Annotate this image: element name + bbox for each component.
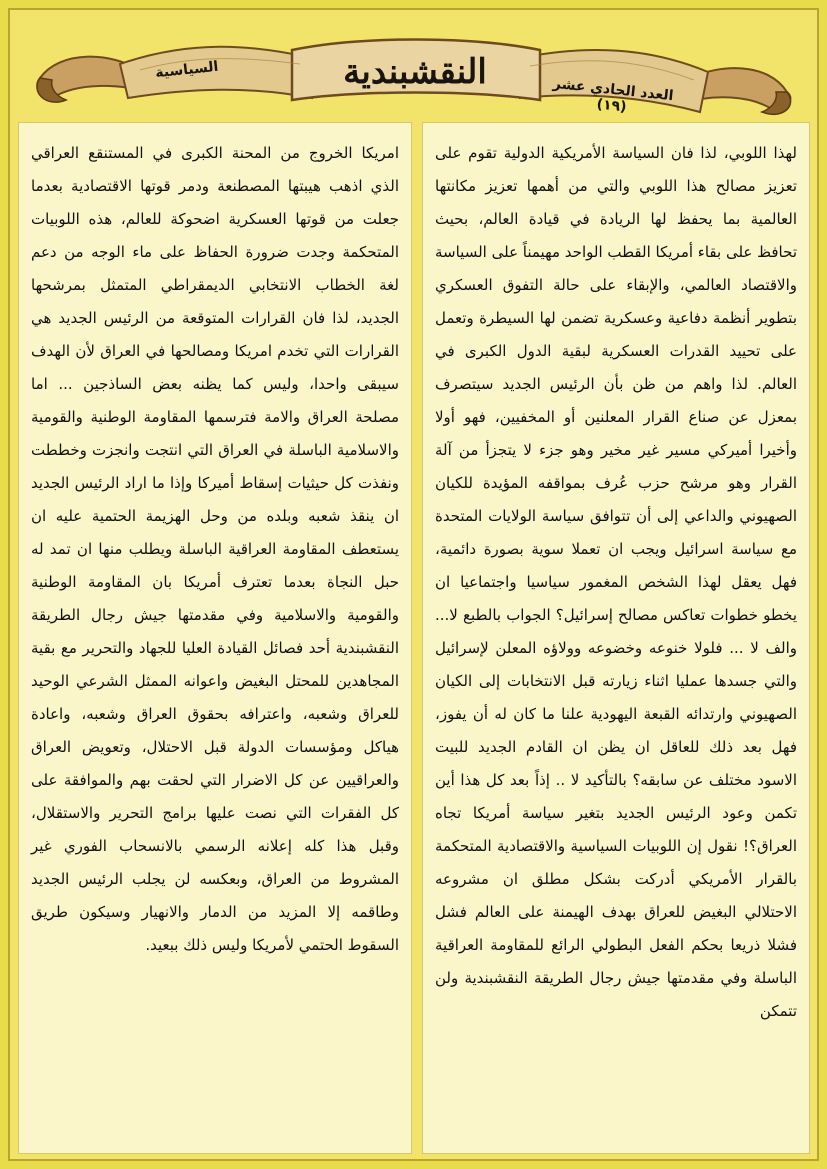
section-label: السياسية — [154, 58, 220, 82]
article-column-right — [422, 122, 810, 1154]
banner-title: النقشبندية — [343, 52, 487, 92]
article-column-left — [18, 122, 412, 1154]
issue-number: العدد الحادي عشر (١٩) — [552, 75, 675, 116]
header-banner — [0, 0, 827, 120]
article-paragraph-left: امريكا الخروج من المحنة الكبرى في المستنقع العراقي الذي اذهب هيبتها المصطنعة ودمر قوتها الاقتصادية بعدما جعلت من قوتها العسكرية اضحوكة للعالم، هذه اللوبيات المتحكمة وجدت ضرورة الحفاظ على ماء الوجه من دعم لغة الخطاب الانتخابي الديمقراطي المتمثل بمرشحها الجديد، لذا فان القرارات المتوقعة من الرئيس الجديد هي القرارات التي تخدم امريكا ومصالحها في العراق لأن الهدف سيبقى واحدا، وليس كما يظنه بعض الساذجين ... اما مصلحة العراق والامة فترسمها المقاومة الوطنية والقومية والاسلامية الباسلة في العراق التي انتجت وانجزت وخططت ونفذت كل حيثيات إسقاط أميركا وإذا ما اراد الرئيس الجديد ان ينقذ شعبه وبلده من وحل الهزيمة الحتمية عليه ان يستعطف المقاومة العراقية الباسلة ويطلب منها ان تمد له حبل النجاة بعدما تعترف أمريكا بان المقاومة الوطنية والقومية والاسلامية وفي مقدمتها جيش رجال الطريقة النقشبندية أحد فصائل القيادة العليا للجهاد والتحرير مع بقية المجاهدين للمحتل البغيض واعوانه الممثل الشرعي الوحيد للعراق وشعبه، واعترافه بحقوق العراق وشعبه، واعادة هياكل ومؤسسات الدولة قبل الاحتلال، وتعويض العراق والعراقيين عن كل الاضرار التي لحقت بهم والموافقة على كل الفقرات التي نصت عليها برامج التحرير والاستقلال، وقبل هذا كله إعلانه الرسمي بالانسحاب الفوري غير المشروط من العراق، وبعكسه لن يجلب الرئيس الجديد وطاقمه إلا المزيد من الدمار والانهيار وسيكون طريق السقوط الحتمي لأمريكا وليس ذلك ببعيد. — [31, 144, 399, 954]
article-paragraph-right: لهذا اللوبي، لذا فان السياسة الأمريكية الدولية تقوم على تعزيز مصالح هذا اللوبي والتي من أهمها تعزيز مكانتها العالمية بما يحفظ لها الريادة في قيادة العالم، بحيث تحافظ على بقاء أمريكا القطب الواحد مهيمناً على السياسة والاقتصاد العالمي، والإبقاء على حالة التفوق العسكري بتطوير أنظمة دفاعية وعسكرية تضمن لها السيطرة وتعمل على تحييد القدرات العسكرية لبقية الدول الكبرى في العالم. لذا واهم من ظن بأن الرئيس الجديد سيتصرف بمعزل عن صناع القرار المعلنين أو المخفيين، فهو أولا وأخيرا أميركي مسير غير مخير وهو جزء لا يتجزأ من آلة القرار وهو مرشح حزب عُرف بمواقفه المؤيدة للكيان الصهيوني والداعي إلى أن تتوافق سياسة الولايات المتحدة مع سياسة اسرائيل ويجب ان تعملا سوية بصورة دائمية، فهل يعقل لهذا الشخص المغمور سياسيا واجتماعيا ان يخطو خطوات تعاكس مصالح إسرائيل؟ الجواب بالطبع لا... والف لا ... فلولا خنوعه وخضوعه وولاؤه المعلن لإسرائيل والتي جسدها عمليا اثناء زيارته قبل الانتخابات إلى الكيان الصهيوني وارتدائه القبعة اليهودية علنا ما كان له أن يفوز، فهل بعد ذلك للعاقل ان يظن ان القادم الجديد للبيت الاسود مختلف عن سابقه؟ بالتأكيد لا .. إذاً بعد كل هذا أين تكمن وعود الرئيس الجديد بتغير سياسة أمريكا تجاه العراق؟! نقول إن اللوبيات السياسية والاقتصادية المتحكمة بالقرار الأمريكي أدركت بشكل مطلق ان مشروعه الاحتلالي البغيض للعراق بهدف الهيمنة على العالم فشل فشلا ذريعا بحكم الفعل البطولي الرائع للمقاومة العراقية الباسلة وفي مقدمتها جيش رجال الطريقة النقشبندية ولن تتمكن — [435, 144, 797, 1020]
